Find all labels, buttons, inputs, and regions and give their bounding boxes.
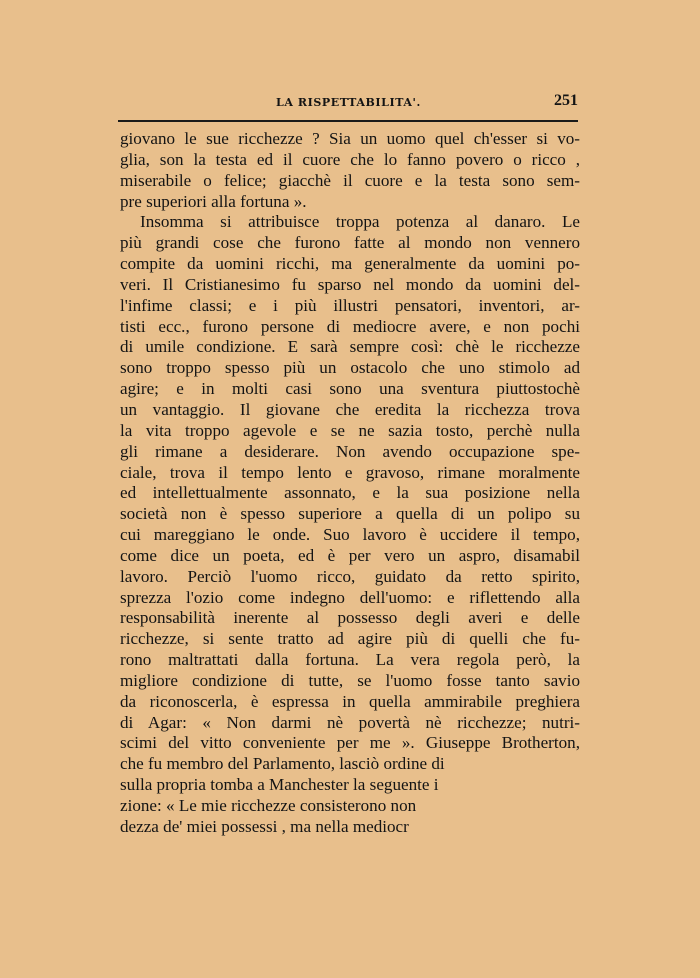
text-line: cui mareggiano le onde. Suo lavoro è uccidere il tempo, <box>120 525 580 545</box>
text-line: tisti ecc., furono persone di mediocre avere, e non pochi <box>120 316 580 336</box>
text-line: sulla propria tomba a Manchester la seguente i <box>120 775 439 795</box>
text-line: ed intellettualmente assonnato, e la sua posizione nella <box>120 483 580 503</box>
text-line: ricchezze, si sente tratto ad agire più di quelli che fu- <box>120 629 580 649</box>
text-line: sprezza l'ozio come indegno dell'uomo: e riflettendo alla <box>120 587 580 607</box>
text-line: società non è spesso superiore a quella di un polipo su <box>120 504 580 524</box>
text-line: migliore condizione di tutte, se l'uomo fosse tanto savio <box>120 670 580 690</box>
text-line: da riconoscerla, è espressa in quella ammirabile preghiera <box>120 691 580 711</box>
text-line: rono maltrattati dalla fortuna. La vera regola però, la <box>120 650 580 670</box>
text-line: Insomma si attribuisce troppa potenza al danaro. Le <box>140 212 580 232</box>
text-line: lavoro. Perciò l'uomo ricco, guidato da retto spirito, <box>120 566 580 586</box>
text-line: zione: « Le mie ricchezze consisterono non <box>120 796 417 815</box>
text-line: agire; e in molti casi sono una sventura piuttostochè <box>120 379 580 399</box>
text-line: responsabilità inerente al possesso degli averi e delle <box>120 608 580 628</box>
text-line: che fu membro del Parlamento, lasciò ordine di <box>120 754 445 774</box>
text-line: più grandi cose che furono fatte al mondo non vennero <box>120 233 580 253</box>
text-line: miserabile o felice; giacchè il cuore e la testa sono sem- <box>120 170 580 190</box>
text-line: dezza de' miei possessi , ma nella mediocr <box>120 816 409 836</box>
text-line: compite da uomini ricchi, ma generalmente da uomini po- <box>120 254 580 274</box>
page-number: 251 <box>554 92 578 109</box>
text-line: giovano le sue ricchezze ? Sia un uomo quel ch'esser si vo- <box>120 129 580 148</box>
text-line: come dice un poeta, ed è per vero un aspro, disamabil <box>120 545 580 565</box>
text-line: veri. Il Cristianesimo fu sparso nel mondo da uomini del- <box>120 274 580 294</box>
text-line: un vantaggio. Il giovane che eredita la ricchezza trova <box>120 399 580 419</box>
header-rule <box>118 120 578 122</box>
running-title: LA RISPETTABILITA'. <box>276 96 421 109</box>
body-text <box>120 129 580 838</box>
text-line: l'infime classi; e i più illustri pensatori, inventori, ar- <box>120 295 580 315</box>
text-line: gli rimane a desiderare. Non avendo occupazione spe- <box>120 441 580 461</box>
text-line: di umile condizione. E sarà sempre così: chè le ricchezze <box>120 337 580 357</box>
text-line: pre superiori alla fortuna ». <box>120 191 307 211</box>
text-line: di Agar: « Non darmi nè povertà nè ricchezze; nutri- <box>120 712 580 732</box>
text-line: ciale, trova il tempo lento e gravoso, rimane moralmente <box>120 462 580 482</box>
text-line: scimi del vitto conveniente per me ». Giuseppe Brotherton, <box>120 733 580 753</box>
text-line: sono troppo spesso più un ostacolo che uno stimolo ad <box>120 358 580 378</box>
text-line: la vita troppo agevole e se ne sazia tosto, perchè nulla <box>120 420 580 440</box>
page-header <box>118 92 578 114</box>
text-line: glia, son la testa ed il cuore che lo fanno povero o ricco , <box>120 149 580 169</box>
